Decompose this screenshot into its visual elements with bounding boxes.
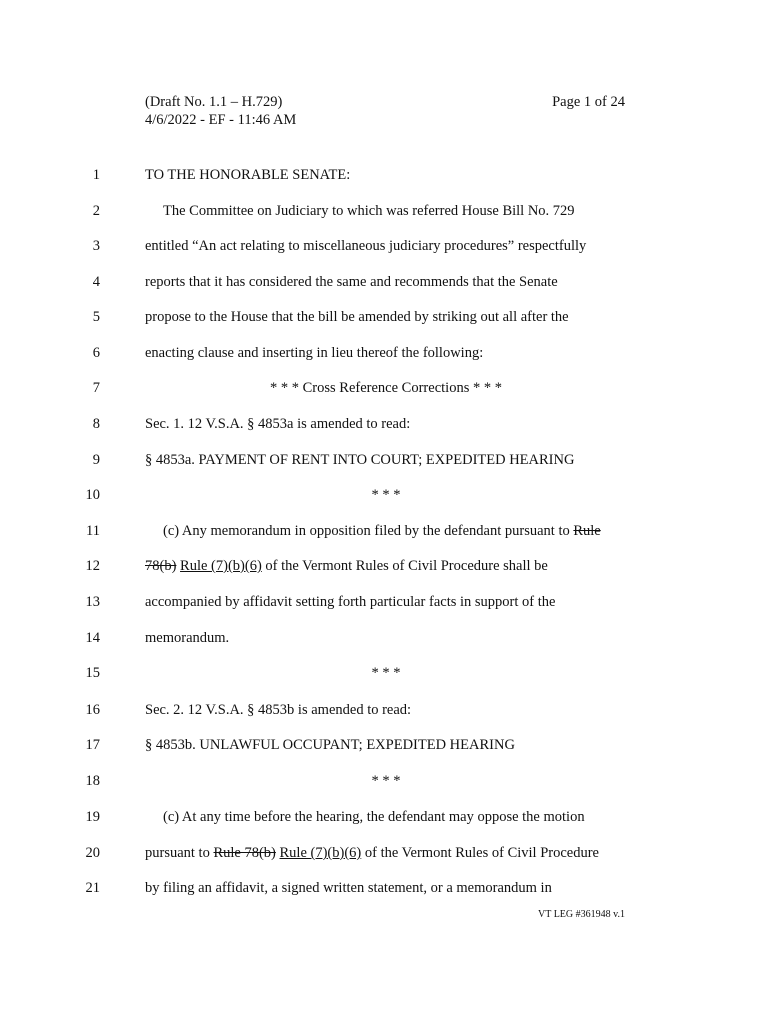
line-7 — [0, 378, 770, 398]
line-number: 1 — [92, 167, 100, 183]
line-number: 3 — [92, 238, 100, 254]
header-left — [145, 93, 296, 129]
line-text — [163, 521, 645, 541]
line-text: § 4853a. PAYMENT OF RENT INTO COURT; EXPEDITED HEARING — [145, 452, 575, 468]
deleted-text: 78(b) — [145, 558, 177, 574]
line-number: 16 — [85, 702, 100, 718]
line-text: * * * — [371, 665, 401, 681]
line-20 — [0, 843, 770, 863]
line-text: entitled “An act relating to miscellaneous judiciary procedures” respectfully — [145, 238, 587, 254]
draft-label: (Draft No. 1.1 – H.729) — [145, 94, 283, 110]
line-text: § 4853b. UNLAWFUL OCCUPANT; EXPEDITED HEARING — [145, 737, 515, 753]
line-16 — [0, 700, 770, 720]
line-15 — [0, 663, 770, 683]
inserted-text: Rule (7)(b)(6) — [279, 845, 362, 861]
line-number: 4 — [92, 274, 100, 290]
line-text-segment: pursuant to — [145, 845, 214, 861]
line-text: (c) At any time before the hearing, the defendant may oppose the motion — [163, 809, 585, 825]
line-text: enacting clause and inserting in lieu thereof the following: — [145, 345, 484, 361]
section-heading: * * * Cross Reference Corrections * * * — [270, 380, 502, 396]
inserted-text: Rule (7)(b)(6) — [180, 558, 262, 574]
line-number: 18 — [85, 773, 100, 789]
document-id-footer: VT LEG #361948 v.1 — [538, 909, 625, 920]
line-text: * * * — [371, 773, 401, 789]
line-text: reports that it has considered the same and recommends that the Senate — [145, 274, 558, 290]
line-text: accompanied by affidavit setting forth particular facts in support of the — [145, 594, 556, 610]
line-number: 12 — [85, 558, 100, 574]
line-number: 7 — [92, 380, 100, 396]
line-text: TO THE HONORABLE SENATE: — [145, 167, 351, 183]
line-6 — [0, 343, 770, 363]
draft-date: 4/6/2022 - EF - 11:46 AM — [145, 112, 297, 128]
line-text: memorandum. — [145, 630, 230, 646]
line-number: 10 — [85, 487, 100, 503]
line-number: 20 — [85, 845, 100, 861]
line-number: 6 — [92, 345, 100, 361]
line-2 — [0, 201, 770, 221]
line-text-segment: of the Vermont Rules of Civil Procedure shall be — [261, 558, 548, 574]
line-3 — [0, 236, 770, 256]
deleted-text: Rule 78(b) — [213, 845, 276, 861]
line-9 — [0, 450, 770, 470]
line-number: 13 — [85, 594, 100, 610]
line-5 — [0, 307, 770, 327]
deleted-text: Rule — [573, 523, 601, 539]
line-text-segment: of the Vermont Rules of Civil Procedure — [361, 845, 599, 861]
line-text: The Committee on Judiciary to which was referred House Bill No. 729 — [163, 203, 575, 219]
line-number: 11 — [86, 523, 100, 539]
line-number: 19 — [85, 809, 100, 825]
line-1 — [0, 165, 770, 185]
line-19 — [0, 807, 770, 827]
line-number: 15 — [85, 665, 100, 681]
line-12 — [0, 556, 770, 576]
line-10 — [0, 485, 770, 505]
line-text-segment: (c) Any memorandum in opposition filed by the defendant pursuant to — [163, 523, 574, 539]
line-14 — [0, 628, 770, 648]
line-number: 8 — [92, 416, 100, 432]
line-21 — [0, 878, 770, 898]
line-4 — [0, 272, 770, 292]
line-11 — [0, 521, 770, 541]
line-text — [145, 843, 627, 863]
line-text: by filing an affidavit, a signed written statement, or a memorandum in — [145, 880, 552, 896]
line-13 — [0, 592, 770, 612]
line-text: Sec. 1. 12 V.S.A. § 4853a is amended to read: — [145, 416, 411, 432]
line-number: 21 — [85, 880, 100, 896]
line-8 — [0, 414, 770, 434]
page-number: Page 1 of 24 — [552, 94, 625, 110]
line-number: 9 — [92, 452, 100, 468]
line-text: * * * — [371, 487, 401, 503]
line-number: 2 — [92, 203, 100, 219]
line-17 — [0, 735, 770, 755]
line-number: 17 — [85, 737, 100, 753]
line-number: 14 — [85, 630, 100, 646]
line-number: 5 — [92, 309, 100, 325]
line-18 — [0, 771, 770, 791]
line-text: propose to the House that the bill be amended by striking out all after the — [145, 309, 569, 325]
line-text — [145, 556, 627, 576]
line-text: Sec. 2. 12 V.S.A. § 4853b is amended to read: — [145, 702, 412, 718]
